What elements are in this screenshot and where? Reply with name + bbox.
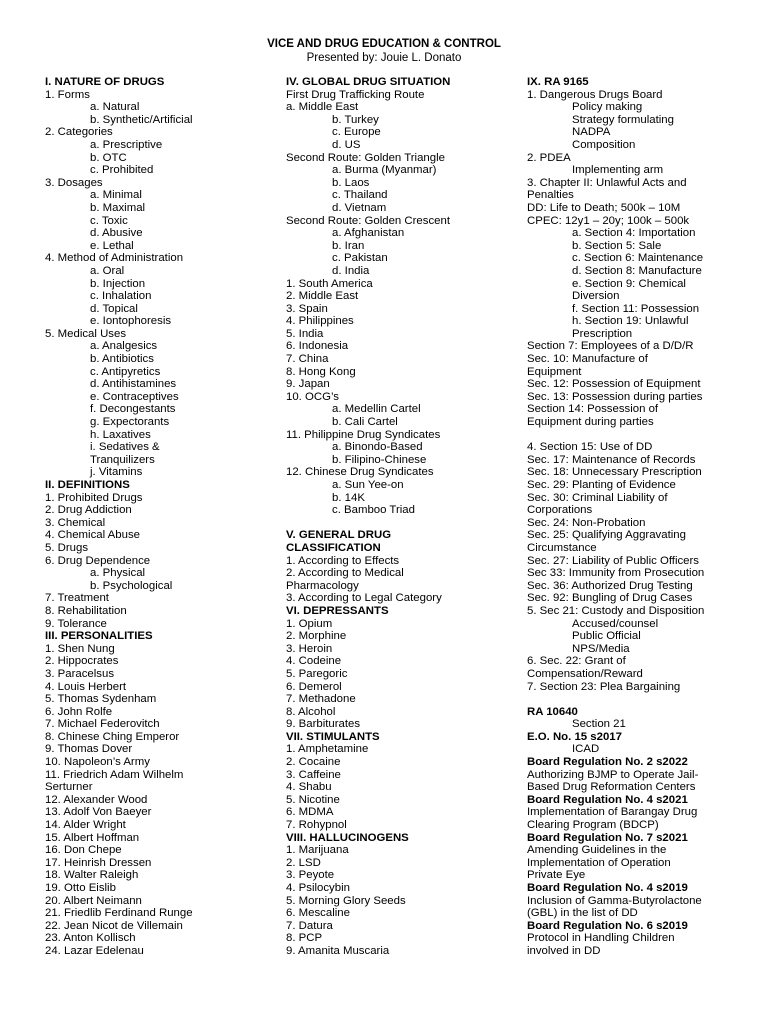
spacer (527, 693, 727, 706)
outline-item: c. Pakistan (332, 252, 388, 265)
outline-item: 7. Michael Federovitch (45, 718, 160, 731)
outline-item: 1. Amphetamine (286, 743, 369, 756)
outline-item: Diversion (572, 290, 620, 303)
outline-item: a. Analgesics (90, 340, 158, 353)
outline-item: Strategy formulating (572, 113, 674, 126)
outline-item: 8. Hong Kong (286, 365, 356, 378)
outline-item: Circumstance (527, 541, 597, 554)
outline-item: Inclusion of Gamma-Butyrolactone (527, 894, 702, 907)
outline-item: Sec. 29: Planting of Evidence (527, 479, 676, 491)
outline-item: 4. Shabu (286, 781, 332, 794)
outline-item: 4. Psilocybin (286, 882, 350, 894)
outline-item: 8. Chinese Ching Emperor (45, 730, 180, 743)
section-heading: Board Regulation No. 2 s2022 (527, 756, 688, 769)
outline-item: 9. Amanita Muscaria (286, 944, 390, 957)
outline-item: Private Eye (527, 869, 586, 882)
section-heading: Board Regulation No. 7 s2021 (527, 831, 688, 844)
outline-item: 7. Methadone (286, 693, 356, 706)
outline-item: b. Maximal (90, 201, 146, 214)
outline-item: b. Filipino-Chinese (332, 453, 427, 466)
section-heading: II. DEFINITIONS (45, 479, 130, 491)
outline-item: Section 21 (572, 718, 626, 731)
section-heading: I. NATURE OF DRUGS (45, 76, 165, 88)
outline-item: 7. Treatment (45, 592, 109, 605)
outline-item: Compensation/Reward (527, 667, 643, 680)
outline-item: Sec. 18: Unnecessary Prescription (527, 466, 702, 479)
outline-item: 3. Chemical (45, 516, 106, 529)
outline-item: 23. Anton Kollisch (45, 932, 136, 945)
outline-item: Sec. 24: Non-Probation (527, 516, 646, 529)
outline-item: Clearing Program (BDCP) (527, 819, 659, 832)
outline-item: d. Vietnam (332, 201, 387, 214)
outline-item: 3. Paracelsus (45, 667, 115, 680)
outline-item: Corporations (527, 504, 593, 517)
outline-item: b. Section 5: Sale (572, 239, 662, 252)
outline-item: 8. Rehabilitation (45, 604, 127, 617)
outline-item: 2. Morphine (286, 630, 347, 643)
outline-item: b. Psychological (90, 579, 173, 592)
outline-item: CPEC: 12y1 – 20y; 100k – 500k (527, 214, 690, 227)
outline-item: 5. Nicotine (286, 793, 340, 806)
outline-item: a. Medellin Cartel (332, 403, 421, 416)
outline-item: b. Synthetic/Artificial (90, 113, 193, 126)
outline-item: g. Expectorants (90, 416, 170, 429)
outline-item: Implementation of Operation (527, 856, 671, 869)
outline-item: 13. Adolf Von Baeyer (45, 806, 152, 819)
outline-item: Implementation of Barangay Drug (527, 806, 698, 819)
outline-item: 7. Datura (286, 919, 333, 932)
outline-item: Second Route: Golden Triangle (286, 151, 445, 164)
outline-item: involved in DD (527, 944, 601, 957)
outline-item: c. Inhalation (90, 290, 152, 303)
outline-item: Tranquilizers (90, 453, 155, 466)
outline-item: c. Europe (332, 126, 381, 139)
outline-item: 5. India (286, 327, 324, 340)
outline-item: 18. Walter Raleigh (45, 869, 139, 882)
outline-item: b. Turkey (332, 113, 379, 126)
outline-item: Penalties (527, 189, 574, 202)
outline-item: 7. Section 23: Plea Bargaining (527, 680, 681, 693)
section-heading: Board Regulation No. 4 s2021 (527, 793, 688, 806)
outline-item: 6. Drug Dependence (45, 554, 151, 567)
outline-item: 3. Chapter II: Unlawful Acts and (527, 176, 687, 189)
outline-item: 7. China (286, 353, 329, 366)
outline-item: e. Iontophoresis (90, 315, 172, 328)
outline-item: NADPA (572, 126, 611, 139)
outline-item: 2. Drug Addiction (45, 504, 132, 517)
outline-item: 1. Forms (45, 88, 90, 101)
outline-item: Sec. 36: Authorized Drug Testing (527, 579, 693, 592)
outline-item: a. Sun Yee-on (332, 479, 404, 491)
section-heading: III. PERSONALITIES (45, 630, 153, 643)
outline-item: 1. South America (286, 277, 373, 290)
outline-item: 2. Categories (45, 126, 113, 139)
column-2 (286, 76, 512, 958)
outline-item: 1. Opium (286, 617, 333, 630)
outline-item: b. 14K (332, 491, 365, 504)
section-heading: IV. GLOBAL DRUG SITUATION (286, 76, 451, 88)
outline-item: c. Toxic (90, 214, 128, 227)
outline-item: e. Lethal (90, 239, 134, 252)
outline-item: j. Vitamins (90, 466, 143, 479)
outline-item: e. Contraceptives (90, 390, 179, 403)
outline-item: 16. Don Chepe (45, 844, 122, 857)
outline-item: 6. Sec. 22: Grant of (527, 655, 626, 668)
outline-item: 9. Tolerance (45, 617, 107, 630)
outline-item: 10. OCG’s (286, 390, 339, 403)
spacer (527, 429, 727, 442)
outline-item: 9. Thomas Dover (45, 743, 133, 756)
outline-item: f. Section 11: Possession (572, 302, 700, 315)
outline-item: 11. Philippine Drug Syndicates (286, 428, 441, 441)
outline-item: 1. Prohibited Drugs (45, 491, 143, 504)
outline-item: Pharmacology (286, 579, 359, 592)
spacer (286, 517, 512, 530)
outline-item: 1. Marijuana (286, 844, 349, 857)
outline-item: a. Middle East (286, 101, 359, 114)
outline-item: 4. Philippines (286, 315, 354, 328)
outline-item: 2. Middle East (286, 290, 359, 303)
outline-item: a. Afghanistan (332, 227, 405, 240)
outline-item: d. India (332, 264, 370, 277)
outline-item: Policy making (572, 101, 643, 114)
outline-item: 3. Caffeine (286, 768, 341, 781)
outline-item: First Drug Trafficking Route (286, 88, 425, 101)
outline-item: Prescription (572, 327, 633, 340)
outline-item: d. US (332, 138, 361, 151)
outline-item: Sec. 10: Manufacture of (527, 353, 648, 366)
outline-item: 6. Demerol (286, 680, 342, 693)
outline-item: 22. Jean Nicot de Villemain (45, 919, 183, 932)
outline-item: a. Natural (90, 101, 140, 114)
outline-item: 1. According to Effects (286, 554, 400, 567)
outline-item: Sec. 13: Possession during parties (527, 390, 703, 403)
outline-item: a. Burma (Myanmar) (332, 164, 437, 177)
outline-item: 24. Lazar Edelenau (45, 944, 144, 957)
outline-item: b. Injection (90, 277, 146, 290)
outline-item: 6. Mescaline (286, 907, 350, 920)
outline-item: 6. John Rolfe (45, 705, 113, 718)
outline-item: 3. Heroin (286, 642, 333, 655)
outline-item: 4. Codeine (286, 655, 342, 668)
section-heading: VII. STIMULANTS (286, 730, 380, 743)
outline-item: a. Physical (90, 567, 146, 580)
outline-item: a. Section 4: Importation (572, 227, 696, 240)
section-heading: VI. DEPRESSANTS (286, 604, 389, 617)
outline-item: c. Thailand (332, 189, 388, 202)
outline-item: Implementing arm (572, 164, 664, 177)
section-heading: RA 10640 (527, 705, 578, 718)
outline-item: 9. Barbiturates (286, 718, 361, 731)
outline-item: Sec. 12: Possession of Equipment (527, 378, 701, 391)
outline-item: 5. Paregoric (286, 667, 348, 680)
outline-item: Public Official (572, 630, 641, 643)
outline-item: Sec. 27: Liability of Public Officers (527, 554, 699, 567)
outline-item: 5. Medical Uses (45, 327, 127, 340)
outline-item: 4. Chemical Abuse (45, 529, 140, 542)
outline-item: 2. PDEA (527, 151, 571, 164)
section-heading: V. GENERAL DRUG (286, 529, 392, 542)
outline-item: Sec 33: Immunity from Prosecution (527, 567, 705, 580)
outline-item: 4. Section 15: Use of DD (527, 441, 653, 454)
outline-item: 9. Japan (286, 378, 330, 391)
outline-item: c. Prohibited (90, 164, 154, 177)
outline-item: Second Route: Golden Crescent (286, 214, 450, 227)
outline-item: 2. Hippocrates (45, 655, 119, 668)
outline-item: 2. LSD (286, 856, 321, 869)
outline-item: 5. Morning Glory Seeds (286, 894, 406, 907)
column-3 (527, 76, 727, 958)
outline-item: Amending Guidelines in the (527, 844, 667, 857)
outline-item: h. Section 19: Unlawful (572, 315, 689, 328)
outline-item: 17. Heinrish Dressen (45, 856, 152, 869)
outline-item: ICAD (572, 743, 600, 756)
outline-item: i. Sedatives & (90, 441, 160, 454)
outline-item: 2. Cocaine (286, 756, 341, 769)
outline-item: d. Section 8: Manufacture (572, 264, 702, 277)
outline-item: 8. Alcohol (286, 705, 336, 718)
outline-item: Based Drug Reformation Centers (527, 781, 696, 794)
outline-item: Accused/counsel (572, 617, 659, 630)
outline-item: Sec. 25: Qualifying Aggravating (527, 529, 686, 542)
outline-item: 8. PCP (286, 932, 323, 945)
document-byline: Presented by: Jouie L. Donato (306, 52, 462, 64)
outline-item: 3. Peyote (286, 869, 335, 882)
section-heading: Board Regulation No. 6 s2019 (527, 919, 688, 932)
outline-item: b. Antibiotics (90, 353, 154, 366)
outline-item: 14. Alder Wright (45, 819, 126, 832)
outline-item: e. Section 9: Chemical (572, 277, 686, 290)
outline-item: b. Laos (332, 176, 370, 189)
outline-item: Section 7: Employees of a D/D/R (527, 340, 694, 353)
outline-item: 6. MDMA (286, 806, 334, 819)
outline-item: Equipment (527, 365, 582, 378)
outline-item: b. Iran (332, 239, 365, 252)
outline-item: 6. Indonesia (286, 340, 349, 353)
outline-item: 7. Rohypnol (286, 819, 347, 832)
outline-item: 5. Thomas Sydenham (45, 693, 157, 706)
outline-item: Authorizing BJMP to Operate Jail- (527, 768, 699, 781)
outline-item: 4. Louis Herbert (45, 680, 127, 693)
outline-item: 3. Spain (286, 302, 328, 315)
outline-item: Section 14: Possession of (527, 403, 659, 416)
outline-item: f. Decongestants (90, 403, 176, 416)
outline-item: c. Section 6: Maintenance (572, 252, 704, 265)
outline-item: 5. Drugs (45, 541, 89, 554)
outline-item: Sec. 30: Criminal Liability of (527, 491, 668, 504)
outline-item: 10. Napoleon’s Army (45, 756, 150, 769)
outline-item: Sec. 17: Maintenance of Records (527, 453, 696, 466)
outline-item: h. Laxatives (90, 428, 151, 441)
outline-item: (GBL) in the list of DD (527, 907, 638, 920)
outline-item: a. Binondo-Based (332, 441, 423, 454)
outline-item: 1. Shen Nung (45, 642, 115, 655)
outline-item: c. Bamboo Triad (332, 504, 415, 517)
outline-item: 3. Dosages (45, 176, 103, 189)
outline-item: a. Minimal (90, 189, 142, 202)
section-heading: Board Regulation No. 4 s2019 (527, 882, 688, 894)
outline-item: 21. Friedlib Ferdinand Runge (45, 907, 193, 920)
outline-item: d. Antihistamines (90, 378, 177, 391)
outline-item: 5. Sec 21: Custody and Disposition (527, 604, 705, 617)
outline-item: 12. Chinese Drug Syndicates (286, 466, 434, 479)
outline-item: DD: Life to Death; 500k – 10M (527, 201, 681, 214)
outline-item: 3. According to Legal Category (286, 592, 442, 605)
outline-item: 4. Method of Administration (45, 252, 184, 265)
outline-item: 15. Albert Hoffman (45, 831, 140, 844)
outline-item: 11. Friedrich Adam Wilhelm (45, 768, 184, 781)
outline-item: Serturner (45, 781, 93, 794)
outline-item: NPS/Media (572, 642, 630, 655)
document-title: VICE AND DRUG EDUCATION & CONTROL (267, 38, 501, 50)
column-1 (45, 76, 271, 958)
outline-item: b. Cali Cartel (332, 416, 398, 429)
outline-item: 2. According to Medical (286, 567, 404, 580)
outline-item: 19. Otto Eislib (45, 882, 116, 894)
outline-item: c. Antipyretics (90, 365, 161, 378)
outline-item: 12. Alexander Wood (45, 793, 148, 806)
section-heading: IX. RA 9165 (527, 76, 589, 88)
outline-item: Equipment during parties (527, 416, 654, 429)
outline-item: Sec. 92: Bungling of Drug Cases (527, 592, 693, 605)
outline-item: a. Oral (90, 264, 125, 277)
section-heading: CLASSIFICATION (286, 541, 381, 554)
section-heading: E.O. No. 15 s2017 (527, 730, 622, 743)
outline-item: d. Topical (90, 302, 138, 315)
outline-item: b. OTC (90, 151, 127, 164)
outline-item: Protocol in Handling Children (527, 932, 675, 945)
outline-item: Composition (572, 138, 636, 151)
outline-item: 1. Dangerous Drugs Board (527, 88, 663, 101)
outline-item: d. Abusive (90, 227, 143, 240)
outline-item: a. Prescriptive (90, 138, 163, 151)
outline-item: 20. Albert Neimann (45, 894, 142, 907)
section-heading: VIII. HALLUCINOGENS (286, 831, 409, 844)
